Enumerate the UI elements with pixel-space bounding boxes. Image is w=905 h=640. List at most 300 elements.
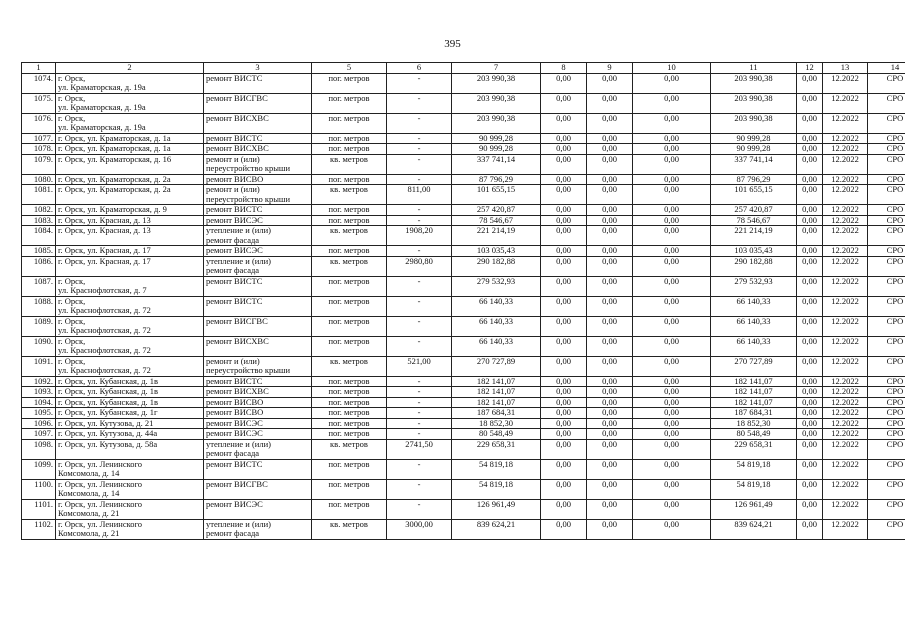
work-type-cell-line: ремонт ВИСВО: [206, 397, 264, 407]
source-cell: СРО: [868, 519, 905, 539]
fund-cell: 0,00: [633, 356, 711, 376]
fund-cell: 0,00: [633, 459, 711, 479]
address-cell-line: г. Орск,: [58, 356, 86, 366]
total-cost-cell: 90 999,28: [452, 144, 541, 155]
cost-cell: 203 990,38: [711, 73, 797, 93]
unit-cell: пог. метров: [312, 296, 387, 316]
work-type-cell-line: ремонт ВИСХВС: [206, 113, 269, 123]
date-cell: 12.2022: [823, 376, 868, 387]
column-number: 11: [711, 63, 797, 74]
total-cost-cell: 182 141,07: [452, 376, 541, 387]
area-cell: -: [387, 418, 452, 429]
table-row: [22, 429, 905, 440]
source-cell: СРО: [868, 376, 905, 387]
cost-cell: 66 140,33: [711, 296, 797, 316]
date-cell: 12.2022: [823, 499, 868, 519]
cost-cell: 90 999,28: [711, 144, 797, 155]
row-number: 1084.: [22, 226, 56, 246]
work-type-cell: [204, 336, 312, 356]
cost-cell: 182 141,07: [711, 376, 797, 387]
row-number: 1087.: [22, 276, 56, 296]
address-cell-line: г. Орск,: [58, 113, 86, 123]
address-cell-line: ул. Краснофлотская, д. 72: [58, 365, 151, 375]
row-number: 1086.: [22, 256, 56, 276]
cost-cell: 182 141,07: [711, 397, 797, 408]
area-cell: -: [387, 397, 452, 408]
address-cell: [56, 246, 204, 257]
cost-cell: 290 182,88: [711, 256, 797, 276]
work-type-cell-line: ремонт ВИСХВС: [206, 386, 269, 396]
column-number: 5: [312, 63, 387, 74]
row-number: 1099.: [22, 459, 56, 479]
work-type-cell: [204, 133, 312, 144]
fund-cell: 0,00: [541, 276, 587, 296]
source-cell: СРО: [868, 215, 905, 226]
source-cell: СРО: [868, 144, 905, 155]
column-number: 10: [633, 63, 711, 74]
fund-cell: 0,00: [797, 215, 823, 226]
area-cell: 3000,00: [387, 519, 452, 539]
unit-cell: пог. метров: [312, 113, 387, 133]
fund-cell: 0,00: [587, 316, 633, 336]
row-number: 1079.: [22, 154, 56, 174]
area-cell: -: [387, 459, 452, 479]
address-cell-line: г. Орск, ул. Ленинского: [58, 499, 143, 509]
fund-cell: 0,00: [541, 144, 587, 155]
work-type-cell: [204, 93, 312, 113]
table-row: [22, 276, 905, 296]
table-row: [22, 113, 905, 133]
unit-cell: пог. метров: [312, 276, 387, 296]
work-type-cell: [204, 376, 312, 387]
fund-cell: 0,00: [633, 215, 711, 226]
table-row: [22, 154, 905, 174]
work-type-cell: [204, 296, 312, 316]
row-number: 1083.: [22, 215, 56, 226]
fund-cell: 0,00: [587, 439, 633, 459]
row-number: 1088.: [22, 296, 56, 316]
source-cell: СРО: [868, 205, 905, 216]
unit-cell: кв. метров: [312, 226, 387, 246]
fund-cell: 0,00: [633, 276, 711, 296]
fund-cell: 0,00: [541, 316, 587, 336]
source-cell: СРО: [868, 256, 905, 276]
fund-cell: 0,00: [587, 296, 633, 316]
total-cost-cell: 182 141,07: [452, 397, 541, 408]
fund-cell: 0,00: [587, 226, 633, 246]
cost-cell: 221 214,19: [711, 226, 797, 246]
address-cell-line: ул. Краснофлотская, д. 7: [58, 285, 147, 295]
fund-cell: 0,00: [587, 185, 633, 205]
area-cell: -: [387, 408, 452, 419]
fund-cell: 0,00: [633, 429, 711, 440]
fund-cell: 0,00: [541, 93, 587, 113]
work-type-cell-line: ремонт ВИСХВС: [206, 143, 269, 153]
fund-cell: 0,00: [587, 73, 633, 93]
address-cell: [56, 276, 204, 296]
work-type-cell-line: ремонт ВИСТС: [206, 73, 263, 83]
table-row: [22, 205, 905, 216]
table-row: [22, 133, 905, 144]
page-number: 395: [444, 38, 461, 50]
work-type-cell-line: ремонт фасада: [206, 234, 260, 245]
total-cost-cell: 66 140,33: [452, 296, 541, 316]
row-number: 1098.: [22, 439, 56, 459]
unit-cell: пог. метров: [312, 215, 387, 226]
address-cell: [56, 418, 204, 429]
work-type-cell: [204, 499, 312, 519]
address-cell-line: г. Орск, ул. Кубанская, д. 1г: [58, 407, 158, 417]
work-type-cell-line: ремонт ВИСТС: [206, 296, 263, 306]
source-cell: СРО: [868, 276, 905, 296]
date-cell: 12.2022: [823, 113, 868, 133]
date-cell: 12.2022: [823, 316, 868, 336]
address-cell: [56, 408, 204, 419]
source-cell: СРО: [868, 113, 905, 133]
fund-cell: 0,00: [633, 397, 711, 408]
area-cell: -: [387, 113, 452, 133]
cost-cell: 203 990,38: [711, 93, 797, 113]
row-number: 1089.: [22, 316, 56, 336]
unit-cell: пог. метров: [312, 459, 387, 479]
fund-cell: 0,00: [541, 73, 587, 93]
work-type-cell-line: ремонт фасада: [206, 265, 260, 275]
fund-cell: 0,00: [541, 205, 587, 216]
fund-cell: 0,00: [797, 113, 823, 133]
area-cell: 2741,50: [387, 439, 452, 459]
source-cell: СРО: [868, 73, 905, 93]
unit-cell: пог. метров: [312, 316, 387, 336]
work-type-cell-line: ремонт ВИСТС: [206, 276, 263, 286]
address-cell: [56, 316, 204, 336]
row-number: 1076.: [22, 113, 56, 133]
unit-cell: кв. метров: [312, 154, 387, 174]
address-cell-line: ул. Краматорская, д. 19а: [58, 122, 146, 132]
column-number: 9: [587, 63, 633, 74]
fund-cell: 0,00: [797, 418, 823, 429]
fund-cell: 0,00: [587, 144, 633, 155]
fund-cell: 0,00: [797, 397, 823, 408]
work-type-cell: [204, 439, 312, 459]
fund-cell: 0,00: [797, 519, 823, 539]
work-type-cell-line: ремонт ВИСТС: [206, 133, 263, 143]
address-cell-line: г. Орск, ул. Краматорская, д. 1а: [58, 143, 171, 153]
work-type-cell-line: переустройство крыши: [206, 193, 291, 204]
address-cell-line: г. Орск, ул. Ленинского: [58, 479, 143, 489]
source-cell: СРО: [868, 439, 905, 459]
fund-cell: 0,00: [633, 185, 711, 205]
row-number: 1077.: [22, 133, 56, 144]
fund-cell: 0,00: [633, 113, 711, 133]
address-cell-line: г. Орск, ул. Красная, д. 17: [58, 256, 151, 266]
fund-cell: 0,00: [633, 316, 711, 336]
column-number: 14: [868, 63, 905, 74]
unit-cell: пог. метров: [312, 174, 387, 185]
table-row: [22, 356, 905, 376]
date-cell: 12.2022: [823, 256, 868, 276]
area-cell: -: [387, 215, 452, 226]
address-cell-line: г. Орск, ул. Краматорская, д. 2а: [58, 184, 171, 194]
column-number: 8: [541, 63, 587, 74]
work-type-cell-line: ремонт ВИСЭС: [206, 418, 263, 428]
fund-cell: 0,00: [633, 439, 711, 459]
total-cost-cell: 203 990,38: [452, 113, 541, 133]
work-type-cell-line: ремонт ВИСГВС: [206, 93, 268, 103]
date-cell: 12.2022: [823, 144, 868, 155]
unit-cell: кв. метров: [312, 519, 387, 539]
fund-cell: 0,00: [633, 174, 711, 185]
address-cell: [56, 185, 204, 205]
column-number: 7: [452, 63, 541, 74]
work-type-cell-line: ремонт ВИСТС: [206, 459, 263, 469]
row-number: 1075.: [22, 93, 56, 113]
source-cell: СРО: [868, 387, 905, 398]
column-number: 12: [797, 63, 823, 74]
cost-cell: 66 140,33: [711, 336, 797, 356]
row-number: 1080.: [22, 174, 56, 185]
area-cell: -: [387, 93, 452, 113]
date-cell: 12.2022: [823, 397, 868, 408]
source-cell: СРО: [868, 418, 905, 429]
table-row: [22, 459, 905, 479]
work-type-cell: [204, 418, 312, 429]
total-cost-cell: 90 999,28: [452, 133, 541, 144]
work-type-cell-line: ремонт ВИСЭС: [206, 245, 263, 255]
fund-cell: 0,00: [587, 376, 633, 387]
work-type-cell-line: ремонт ВИСЭС: [206, 428, 263, 438]
fund-cell: 0,00: [541, 459, 587, 479]
work-type-cell-line: ремонт ВИСТС: [206, 376, 263, 386]
source-cell: СРО: [868, 185, 905, 205]
row-number: 1094.: [22, 397, 56, 408]
fund-cell: 0,00: [541, 174, 587, 185]
fund-cell: 0,00: [797, 459, 823, 479]
work-type-cell-line: ремонт и (или): [206, 154, 260, 164]
address-cell: [56, 215, 204, 226]
fund-cell: 0,00: [633, 336, 711, 356]
column-number: 3: [204, 63, 312, 74]
fund-cell: 0,00: [633, 418, 711, 429]
table-row: [22, 499, 905, 519]
fund-cell: 0,00: [587, 429, 633, 440]
fund-cell: 0,00: [587, 387, 633, 398]
work-type-cell: [204, 479, 312, 499]
fund-cell: 0,00: [587, 397, 633, 408]
table-row: [22, 408, 905, 419]
work-type-cell-line: ремонт фасада: [206, 448, 260, 458]
unit-cell: пог. метров: [312, 387, 387, 398]
date-cell: 12.2022: [823, 296, 868, 316]
work-type-cell: [204, 356, 312, 376]
work-type-cell-line: переустройство крыши: [206, 163, 291, 173]
row-number: 1091.: [22, 356, 56, 376]
source-cell: СРО: [868, 356, 905, 376]
fund-cell: 0,00: [541, 397, 587, 408]
area-cell: -: [387, 133, 452, 144]
fund-cell: 0,00: [587, 174, 633, 185]
date-cell: 12.2022: [823, 387, 868, 398]
address-cell-line: г. Орск, ул. Краматорская, д. 9: [58, 204, 167, 214]
table-row: [22, 296, 905, 316]
row-number: 1092.: [22, 376, 56, 387]
address-cell-line: г. Орск,: [58, 73, 86, 83]
area-cell: -: [387, 316, 452, 336]
unit-cell: пог. метров: [312, 133, 387, 144]
fund-cell: 0,00: [541, 256, 587, 276]
unit-cell: пог. метров: [312, 418, 387, 429]
fund-cell: 0,00: [587, 154, 633, 174]
total-cost-cell: 182 141,07: [452, 387, 541, 398]
total-cost-cell: 290 182,88: [452, 256, 541, 276]
date-cell: 12.2022: [823, 246, 868, 257]
unit-cell: пог. метров: [312, 205, 387, 216]
address-cell: [56, 144, 204, 155]
fund-cell: 0,00: [587, 479, 633, 499]
cost-cell: 337 741,14: [711, 154, 797, 174]
row-number: 1074.: [22, 73, 56, 93]
unit-cell: пог. метров: [312, 408, 387, 419]
fund-cell: 0,00: [541, 133, 587, 144]
fund-cell: 0,00: [633, 479, 711, 499]
total-cost-cell: 270 727,89: [452, 356, 541, 376]
address-cell: [56, 256, 204, 276]
cost-cell: 80 548,49: [711, 429, 797, 440]
address-cell: [56, 429, 204, 440]
work-type-cell: [204, 113, 312, 133]
unit-cell: пог. метров: [312, 429, 387, 440]
work-type-cell: [204, 256, 312, 276]
address-cell-line: г. Орск,: [58, 276, 86, 286]
cost-cell: 90 999,28: [711, 133, 797, 144]
table-row: [22, 439, 905, 459]
fund-cell: 0,00: [797, 479, 823, 499]
fund-cell: 0,00: [797, 73, 823, 93]
work-type-cell: [204, 185, 312, 205]
source-cell: СРО: [868, 226, 905, 246]
row-number: 1081.: [22, 185, 56, 205]
fund-cell: 0,00: [541, 113, 587, 133]
total-cost-cell: 203 990,38: [452, 93, 541, 113]
fund-cell: 0,00: [587, 246, 633, 257]
fund-cell: 0,00: [633, 133, 711, 144]
source-cell: СРО: [868, 154, 905, 174]
source-cell: СРО: [868, 408, 905, 419]
source-cell: СРО: [868, 336, 905, 356]
fund-cell: 0,00: [633, 73, 711, 93]
fund-cell: 0,00: [541, 479, 587, 499]
date-cell: 12.2022: [823, 276, 868, 296]
address-cell-line: г. Орск, ул. Краматорская, д. 2а: [58, 174, 171, 184]
address-cell-line: г. Орск, ул. Ленинского: [58, 519, 143, 529]
total-cost-cell: 80 548,49: [452, 429, 541, 440]
total-cost-cell: 257 420,87: [452, 205, 541, 216]
area-cell: -: [387, 246, 452, 257]
date-cell: 12.2022: [823, 93, 868, 113]
fund-cell: 0,00: [633, 93, 711, 113]
date-cell: 12.2022: [823, 174, 868, 185]
area-cell: -: [387, 479, 452, 499]
fund-cell: 0,00: [587, 519, 633, 539]
fund-cell: 0,00: [587, 93, 633, 113]
date-cell: 12.2022: [823, 215, 868, 226]
work-type-cell: [204, 397, 312, 408]
address-cell: [56, 439, 204, 459]
work-type-cell: [204, 429, 312, 440]
fund-cell: 0,00: [633, 499, 711, 519]
work-type-cell-line: утепление и (или): [206, 225, 271, 235]
table-body: [22, 73, 905, 539]
table-row: [22, 376, 905, 387]
fund-cell: 0,00: [541, 387, 587, 398]
row-number: 1082.: [22, 205, 56, 216]
fund-cell: 0,00: [541, 418, 587, 429]
source-cell: СРО: [868, 296, 905, 316]
table-row: [22, 215, 905, 226]
cost-cell: 279 532,93: [711, 276, 797, 296]
area-cell: -: [387, 499, 452, 519]
fund-cell: 0,00: [633, 154, 711, 174]
address-cell-line: ул. Краматорская, д. 19а: [58, 82, 146, 92]
fund-cell: 0,00: [587, 276, 633, 296]
fund-cell: 0,00: [797, 93, 823, 113]
table-row: [22, 226, 905, 246]
total-cost-cell: 54 819,18: [452, 459, 541, 479]
table-row: [22, 73, 905, 93]
work-type-cell-line: утепление и (или): [206, 519, 271, 529]
area-cell: -: [387, 73, 452, 93]
table-row: [22, 336, 905, 356]
address-cell: [56, 154, 204, 174]
unit-cell: пог. метров: [312, 336, 387, 356]
address-cell-line: г. Орск, ул. Кубанская, д. 1в: [58, 386, 159, 396]
cost-cell: 839 624,21: [711, 519, 797, 539]
source-cell: СРО: [868, 397, 905, 408]
source-cell: СРО: [868, 499, 905, 519]
address-cell-line: г. Орск, ул. Кутузова, д. 58а: [58, 439, 158, 449]
date-cell: 12.2022: [823, 226, 868, 246]
work-type-cell: [204, 73, 312, 93]
fund-cell: 0,00: [633, 205, 711, 216]
address-cell: [56, 376, 204, 387]
cost-cell: 182 141,07: [711, 387, 797, 398]
fund-cell: 0,00: [797, 429, 823, 440]
fund-cell: 0,00: [797, 185, 823, 205]
work-type-cell: [204, 174, 312, 185]
table-row: [22, 397, 905, 408]
unit-cell: кв. метров: [312, 356, 387, 376]
fund-cell: 0,00: [541, 519, 587, 539]
fund-cell: 0,00: [797, 316, 823, 336]
address-cell-line: ул. Краснофлотская, д. 72: [58, 325, 151, 335]
work-type-cell-line: ремонт ВИСВО: [206, 407, 264, 417]
work-type-cell: [204, 226, 312, 246]
work-type-cell-line: ремонт ВИСЭС: [206, 499, 263, 509]
row-number: 1090.: [22, 336, 56, 356]
address-cell: [56, 499, 204, 519]
date-cell: 12.2022: [823, 418, 868, 429]
row-number: 1078.: [22, 144, 56, 155]
address-cell-line: г. Орск,: [58, 93, 86, 103]
unit-cell: кв. метров: [312, 256, 387, 276]
work-type-cell-line: переустройство крыши: [206, 365, 291, 375]
fund-cell: 0,00: [633, 387, 711, 398]
address-cell: [56, 296, 204, 316]
column-number: 13: [823, 63, 868, 74]
fund-cell: 0,00: [587, 499, 633, 519]
area-cell: -: [387, 376, 452, 387]
column-number-row: [22, 63, 905, 74]
work-type-cell: [204, 154, 312, 174]
